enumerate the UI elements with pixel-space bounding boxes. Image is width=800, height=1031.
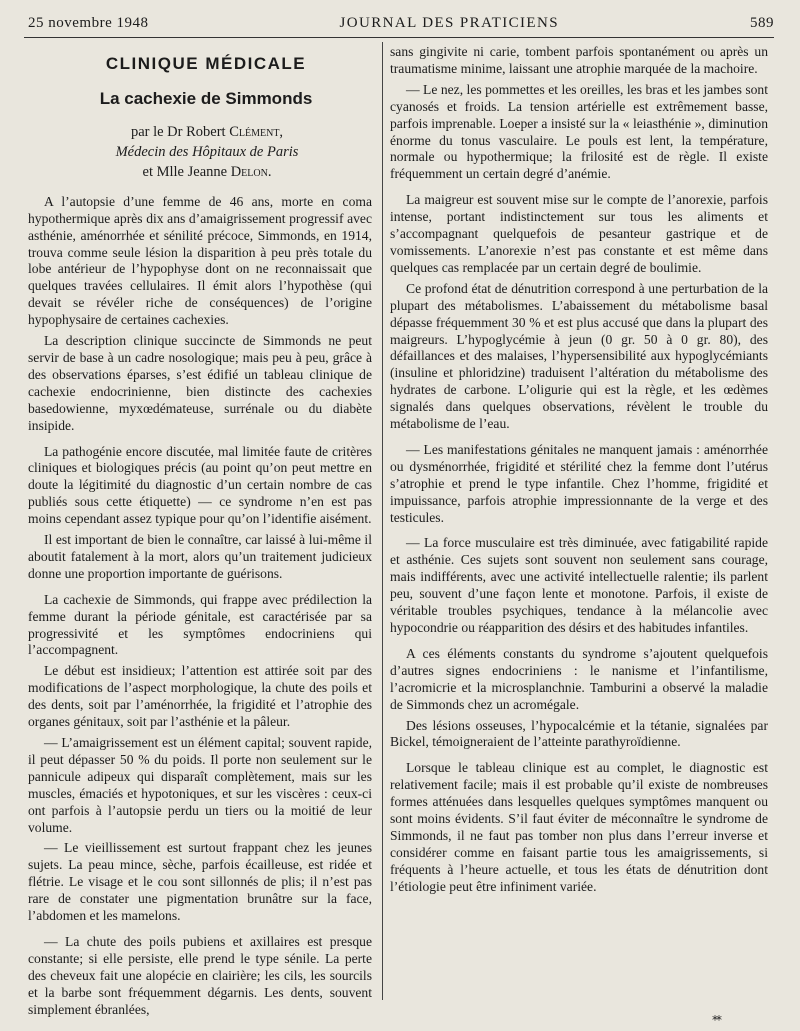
left-column [28, 44, 372, 1023]
footer-ornament: ** [712, 1013, 720, 1027]
left-paragraph-5: La cachexie de Simmonds, qui frappe avec prédilection la femme durant la période génitale, est caractérisée par sa progressivité et les symptômes endocriniens qui l’accompagnent. [28, 591, 372, 658]
right-paragraph-5: — Les manifestations génitales ne manquent jamais : aménorrhée ou dysménorrhée, frigidité et stérilité chez la femme dont l’utérus s’atrophie et prend le type infantile. Chez l’homme, frigidité et impuissance, parfois atrophie impressionnante de la verge et des testicules. [390, 441, 768, 525]
right-column [390, 44, 768, 900]
byline-affiliation: Médecin des Hôpitaux de Paris [115, 143, 299, 160]
right-paragraph-8: Des lésions osseuses, l’hypocalcémie et la tétanie, signalées par Bickel, témoigneraient de l’atteinte parathyroïdienne. [390, 717, 768, 750]
section-title: CLINIQUE MÉDICALE [105, 54, 307, 73]
left-paragraph-1: A l’autopsie d’une femme de 46 ans, morte en coma hypothermique après dix ans d’amaigrissement progressif avec asthénie, aménorrhée et sénilité précoce, Simmonds, en 1914, trouva comme seule lésion la disparition à peu près totale du lobe antérieur de l’hypophyse dont on ne reconnaissait que quelques travées cellulaires. Il émit alors l’hypothèse (qui devait se révéler riche de conséquences) de l’origine hypophysaire de certaines cachexies. [28, 193, 372, 328]
byline-name-2: Delon. [230, 163, 272, 180]
header-journal-title: JOURNAL DES PRATICIENS [339, 14, 559, 31]
right-paragraph-3: La maigreur est souvent mise sur le compte de l’anorexie, parfois intense, portant indistinctement sur tous les aliments et s’accompagnant quelquefois de pesanteur gastrique et de vomissements. L’anorexie n’est pas constante et est même dans quelques cas remplacée par un certain degré de boulimie. [390, 192, 768, 275]
left-paragraph-8: — Le vieillissement est surtout frappant chez les jeunes sujets. La peau mince, sèche, parfois écailleuse, est ridée et flétrie. Le visage et le cou sont sillonnés de plis; il n’est pas rare de constater une pigmentation brunâtre sur la face, l’abdomen et les mamelons. [28, 840, 372, 924]
running-header [28, 10, 774, 36]
byline-author-1 [42, 122, 372, 142]
right-paragraph-9: Lorsque le tableau clinique est au complet, le diagnostic est relativement facile; mais il est probable qu’il existe de nombreuses formes atténuées dans lesquelles quelques symptômes manquent ou sont moins évidents. S’il faut éviter de méconnaître le syndrome de Simmonds, il ne faut pas tomber non plus dans l’erreur inverse et considérer comme en faisant partie tous les amaigrissements, si fréquents à l’heure actuelle, et tous les états de dénutrition dont l’étiologie peut être infiniment variée. [390, 760, 768, 894]
header-date: 25 novembre 1948 [28, 14, 149, 31]
left-paragraph-6: Le début est insidieux; l’attention est attirée soit par des modifications de l’aspect morphologique, la chute des poils et des dents, soit par l’aménorrhée, la frigidité et l’atrophie des organes génitaux, soit par l’asthénie et la pâleur. [28, 663, 372, 730]
right-paragraph-4: Ce profond état de dénutrition correspond à une perturbation de la plupart des métabolismes. L’abaissement du métabolisme basal dépasse fréquemment 30 % et est plus accusé que dans la plupart des maigreurs. L’hypoglycémie à jeun (0 gr. 50 à 0 gr. 80), des défaillances et des malaises, l’hypersensibilité aux hypoglycémiants (insuline et phloridzine) traduisent l’altération du métabolisme des hydrates de carbone. L’oligurie qui est la règle, et les œdèmes signalés dans quelques observations, révèlent le trouble du métabolisme de l’eau. [390, 280, 768, 432]
column-divider [382, 42, 383, 1000]
right-paragraph-7: A ces éléments constants du syndrome s’ajoutent quelquefois d’autres signes endocriniens : le nanisme et l’infantilisme, l’acromicrie et la microsplanchnie. Tamburini a observé la maladie de Simmonds chez un acromégale. [390, 645, 768, 712]
article-title: La cachexie de Simmonds [99, 88, 313, 108]
left-paragraph-4: Il est important de bien le connaître, car laissé à lui-même il aboutit fatalement à la mort, alors qu’un traitement judicieux donne une proportion importante de guérisons. [28, 532, 372, 581]
header-page-number: 589 [749, 14, 774, 31]
right-paragraph-1: sans gingivite ni carie, tombent parfois spontanément ou après un traumatisme minime, laissant une atrophie marquée de la machoire. [390, 44, 768, 76]
byline-author-2 [42, 162, 372, 182]
byline-prefix-2: et Mlle Jeanne [142, 163, 231, 180]
left-paragraph-9: — La chute des poils pubiens et axillaires est presque constante; si elle persiste, elle prend le type sénile. La perte des cheveux fait une alopécie en clairière; les cils, les sourcils et la barbe sont fréquemment dégarnis. Les dents, souvent simplement ébranlées, [28, 933, 372, 1017]
byline-prefix-1: par le Dr Robert [130, 123, 230, 140]
left-paragraph-7: — L’amaigrissement est un élément capital; souvent rapide, il peut dépasser 50 % du poids. Il porte non seulement sur le pannicule adipeux qui disparaît complètement, mais sur les muscles, émaciés et hypotoniques, et sur les viscères : ceux-ci ont parfois à l’autopsie perdu un tiers ou la moitié de leur volume. [28, 735, 372, 835]
header-rule [24, 37, 774, 38]
right-paragraph-6: — La force musculaire est très diminuée, avec fatigabilité rapide et asthénie. Ces sujets sont souvent non seulement sans courage, mais indifférents, avec une activité intellectuelle ralentie; ils parlent peu, souvent d’une façon lente et monotone. Parfois, il existe de véritable troubles psychiques, tendance à la mélancolie avec hypocondrie ou réapparition des désirs et des habitudes infantiles. [390, 535, 768, 635]
left-paragraph-2: La description clinique succincte de Simmonds ne peut servir de base à un cadre nosologique; mais peu à peu, grâce à des observations éparses, s’est édifié un tableau clinique de cachexie endocrinienne, bien distincte des cachexies basedowienne, myxœdémateuse, surrénale ou du diabète insipide. [28, 333, 372, 433]
right-paragraph-2: — Le nez, les pommettes et les oreilles, les bras et les jambes sont cyanosés et froids. La tension artérielle est extrêmement basse, parfois imprenable. Loeper a insisté sur la « leiasthénie », diminution énorme du tonus vasculaire. Le pouls est lent, la température, normale ou hypothermique; la frilosité est de règle. Il existe fréquemment un certain degré d’anémie. [390, 81, 768, 182]
byline-name-1: Clément, [229, 123, 284, 140]
left-paragraph-3: La pathogénie encore discutée, mal limitée faute de critères cliniques et biologiques précis (au point qu’on peut mettre en doute la légitimité du diagnostic d’un certain nombre de cas publiés sous cette étiquette) — ce syndrome n’en est pas moins cependant assez typique pour qu’on l’identifie aisément. [28, 443, 372, 527]
byline [42, 122, 372, 182]
